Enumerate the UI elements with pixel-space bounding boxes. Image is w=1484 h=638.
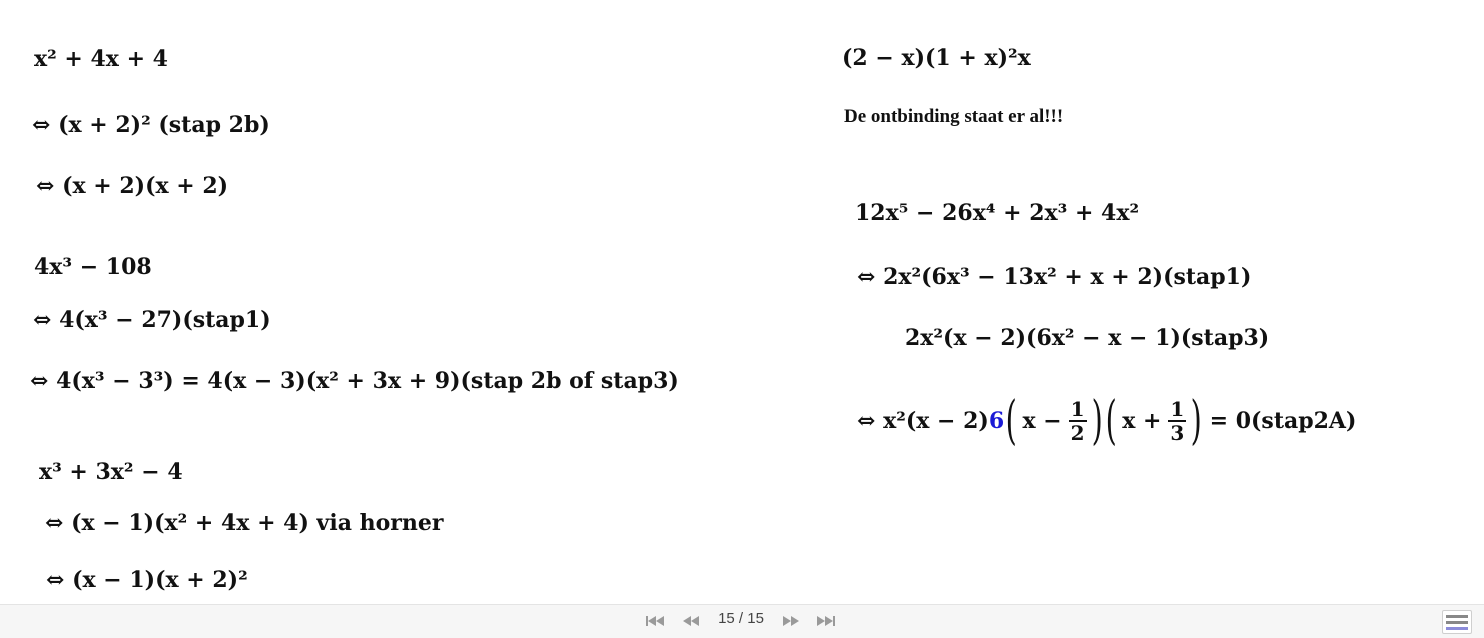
expression-product: ⇔ (x + 2)(x + 2) <box>36 173 229 199</box>
expression-stap3: 2x²(x − 2)(6x² − x − 1)(stap3) <box>905 325 1270 351</box>
expression-stap1: ⇔ 4(x³ − 27)(stap1) <box>33 307 271 333</box>
expression-x3-3x2-4: x³ + 3x² − 4 <box>39 459 183 485</box>
expression-stap2b: ⇔ (x + 2)² (stap 2b) <box>32 112 270 138</box>
stap2a-suffix: = 0(stap2A) <box>1209 408 1357 434</box>
fraction-numerator: 1 <box>1070 397 1085 421</box>
term2: x + <box>1122 408 1162 434</box>
skip-to-end-icon[interactable] <box>815 614 837 628</box>
expression-4x3-108: 4x³ − 108 <box>34 254 152 280</box>
fraction-one-half <box>1069 398 1087 444</box>
fraction-denominator: 3 <box>1170 421 1185 445</box>
stap2a-prefix: ⇔ x²(x − 2) <box>857 408 989 434</box>
skip-to-start-icon[interactable] <box>644 614 666 628</box>
note-text: De ontbinding staat er al!!! <box>844 106 1064 127</box>
expression-final-factor: ⇔ (x − 1)(x + 2)² <box>46 567 248 593</box>
expression-x2-4x-4: x² + 4x + 4 <box>34 46 168 72</box>
term1: x − <box>1022 408 1062 434</box>
algebra-row <box>1446 621 1468 624</box>
page-indicator: 15 / 15 <box>718 610 764 627</box>
expression-already-factored: (2 − x)(1 + x)²x <box>842 45 1031 71</box>
left-paren: ( <box>1105 391 1117 451</box>
right-paren: ) <box>1091 391 1103 451</box>
fast-forward-icon[interactable] <box>780 614 802 628</box>
left-paren: ( <box>1005 391 1017 451</box>
highlighted-coefficient: 6 <box>988 408 1005 434</box>
fraction-denominator: 2 <box>1070 421 1085 445</box>
rewind-icon[interactable] <box>680 614 702 628</box>
expression-polynomial: 12x⁵ − 26x⁴ + 2x³ + 4x² <box>855 200 1140 226</box>
fraction-one-third <box>1168 398 1186 444</box>
algebra-view-icon[interactable] <box>1442 610 1472 634</box>
expression-difference-of-cubes: ⇔ 4(x³ − 3³) = 4(x − 3)(x² + 3x + 9)(stap 2b of stap3) <box>30 368 679 394</box>
expression-via-horner: ⇔ (x − 1)(x² + 4x + 4) via horner <box>45 510 444 536</box>
algebra-row <box>1446 615 1468 618</box>
right-paren: ) <box>1190 391 1203 451</box>
fraction-numerator: 1 <box>1170 397 1185 421</box>
expression-stap1-right: ⇔ 2x²(6x³ − 13x² + x + 2)(stap1) <box>857 264 1252 290</box>
algebra-row-highlighted <box>1446 627 1468 630</box>
navigation-bar <box>0 604 1484 638</box>
expression-stap2a <box>857 390 1356 452</box>
